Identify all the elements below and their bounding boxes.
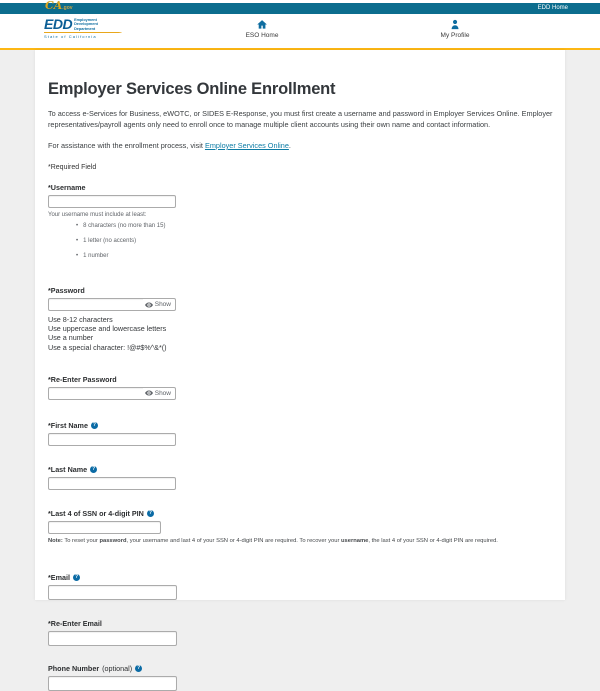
- reenter-password-label: *Re-Enter Password: [48, 374, 117, 384]
- password-rule: Use a number: [48, 333, 94, 343]
- employer-services-online-link[interactable]: Employer Services Online: [204, 141, 289, 150]
- edd-logo-name: Employment Development Department: [74, 18, 98, 31]
- nav-eso-home[interactable]: [246, 19, 279, 39]
- assistance-line: For assistance with the enrollment process, visit Employer Services Online.: [48, 141, 291, 150]
- ssn-pin-label: *Last 4 of SSN or 4-digit PIN ?: [48, 508, 152, 518]
- reenter-password-show-button[interactable]: [143, 388, 175, 399]
- reenter-password-field-group: [48, 387, 176, 400]
- password-show-label: Show: [154, 301, 171, 308]
- edd-logo[interactable]: [44, 18, 122, 39]
- password-rule: Use uppercase and lowercase letters: [48, 324, 167, 334]
- password-group: [48, 286, 551, 352]
- eye-icon: [145, 390, 153, 396]
- username-hints: [48, 223, 551, 259]
- username-hint-item: • 1 number: [76, 253, 551, 259]
- ssn-pin-input[interactable]: [48, 521, 161, 534]
- username-group: [48, 183, 551, 259]
- required-field-note: *Required Field: [48, 164, 97, 171]
- ca-gov-logo-ca: CA: [45, 0, 63, 12]
- content-card: [35, 50, 565, 673]
- first-name-input[interactable]: [48, 433, 176, 446]
- ca-gov-logo[interactable]: [45, 0, 73, 14]
- first-name-group: [48, 421, 551, 446]
- phone-group: [48, 664, 551, 691]
- email-input[interactable]: [48, 585, 177, 600]
- nav-eso-home-label: ESO Home: [245, 32, 279, 39]
- reenter-email-label: *Re-Enter Email: [48, 618, 102, 628]
- ca-gov-logo-gov: .gov: [62, 5, 73, 11]
- last-name-group: [48, 465, 551, 490]
- password-input[interactable]: [49, 299, 143, 310]
- password-field-group: [48, 298, 176, 311]
- username-input[interactable]: [48, 195, 176, 208]
- password-label: *Password: [48, 286, 85, 295]
- nav-my-profile-label: My Profile: [440, 32, 470, 39]
- nav-my-profile[interactable]: [441, 19, 470, 39]
- ssn-pin-group: [48, 509, 551, 544]
- ssn-pin-note: Note: To reset your password, your username and last 4 of your SSN or 4-digit PIN are required. To recover your username, the last 4 of your SSN or 4-digit PIN are required.: [48, 537, 498, 544]
- password-rule: Use a special character: !@#$%^&*(): [48, 342, 167, 352]
- intro-paragraph: To access e-Services for Business, eWOTC, or SIDES E-Response, you must first create a username and password in Employer Services Online. Employer representatives/payroll agents only need to enroll once to manage multiple client accounts using their own name and contact information.: [48, 109, 553, 129]
- profile-icon: [450, 19, 461, 30]
- help-icon[interactable]: ?: [92, 465, 96, 472]
- site-header: [0, 14, 600, 48]
- reenter-password-show-label: Show: [154, 389, 171, 397]
- phone-input[interactable]: [48, 676, 177, 691]
- password-rule: Use 8-12 characters: [48, 315, 113, 324]
- last-name-input[interactable]: [48, 477, 176, 490]
- last-name-label: *Last Name ?: [48, 464, 96, 474]
- username-label: *Username: [48, 183, 86, 192]
- eye-icon: [145, 302, 153, 308]
- reenter-password-input[interactable]: [49, 388, 143, 399]
- phone-optional-label: (optional): [102, 663, 133, 673]
- page-title: Employer Services Online Enrollment: [48, 80, 336, 98]
- help-icon[interactable]: ?: [148, 509, 152, 516]
- edd-logo-swoosh: [44, 32, 122, 33]
- email-group: [48, 573, 551, 600]
- first-name-label: *First Name ?: [48, 420, 96, 430]
- edd-home-link[interactable]: EDD Home: [537, 5, 568, 11]
- help-icon[interactable]: ?: [137, 664, 141, 671]
- utility-bar: [0, 0, 600, 14]
- home-icon: [257, 19, 268, 30]
- edd-logo-acronym: EDD: [44, 16, 73, 33]
- username-hint-item: • 8 characters (no more than 15): [76, 223, 551, 229]
- reenter-email-group: [48, 619, 551, 646]
- password-rules: [48, 315, 551, 352]
- phone-label: Phone Number (optional) ?: [48, 663, 141, 673]
- username-hint-item: • 1 letter (no accents): [76, 238, 551, 244]
- help-icon[interactable]: ?: [92, 421, 96, 428]
- reenter-email-input[interactable]: [48, 631, 177, 646]
- edd-logo-tagline: State of California: [44, 34, 97, 40]
- password-show-button[interactable]: [143, 299, 175, 310]
- help-icon[interactable]: ?: [74, 573, 79, 580]
- email-label: *Email ?: [48, 572, 79, 582]
- reenter-password-group: [48, 375, 551, 400]
- username-hint-title: Your username must include at least:: [48, 212, 147, 218]
